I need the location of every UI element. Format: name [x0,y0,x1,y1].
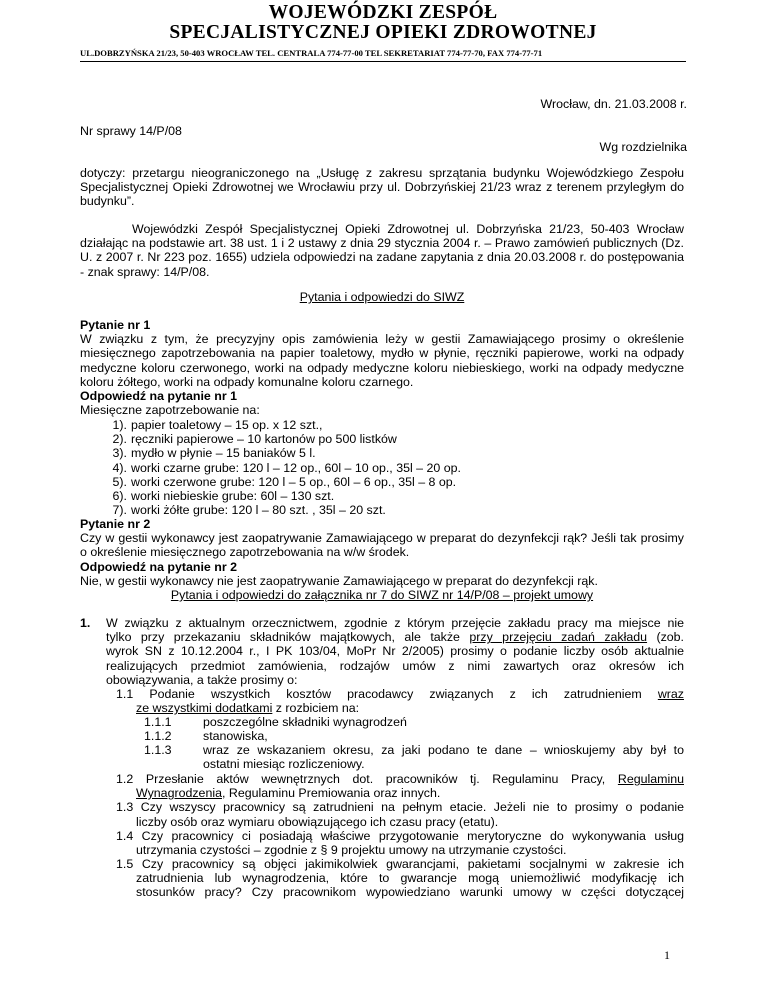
list-item: 5). worki czerwone grube: 120 l – 5 op., 60l – 6 op., 35l – 8 op. [112,474,457,489]
q2-text: Czy w gestii wykonawcy jest zaopatrywanie Zamawiającego w preparat do dezynfekcji rąk? Jeśli tak prosimy o określenie miesięcznego zapotrzebowania na w/w środek. [80,531,684,560]
a1-intro: Miesięczne zapotrzebowanie na: [80,403,260,418]
intro-paragraph: Wojewódzki Zespół Specjalistycznej Opieki Zdrowotnej ul. Dobrzyńska 21/23, 50-403 Wrocław działając na podstawie art. 38 ust. 1 i 2 ustawy z dnia 29 stycznia 2004 r. – Prawo zamówień publicznych (Dz. U. z 2007 r. Nr 223 poz. 1655) udziela odpowiedzi na zadane zapytania z dnia 20.03.2008 r. do postępowania - znak sprawy: 14/P/08. [80,222,684,279]
case-number: Nr sprawy 14/P/08 [80,124,182,138]
a1-list [80,418,684,517]
subpoint-1-2: 1.2 Przesłanie aktów wewnętrznych dot. pracowników tj. Regulaminu Pracy, Regulaminu [116,772,684,786]
subpoint-1-1-2-text: stanowiska, [203,729,268,743]
header-title-line2: SPECJALISTYCZNEJ OPIEKI ZDROWOTNEJ [169,22,597,43]
subpoint-1-1-2-number: 1.1.2 [144,729,172,743]
point1-text: W związku z aktualnym orzecznictwem, zgodnie z którym przejęcie zakładu pracy ma miejsce nie tylko przy przekazaniu składników majątkowych, ale także przy przejęciu zadań zakładu (zob. wyrok SN z 10.12.2004 r., I PK 103/04, MoPr Nr 2/2005) prosimy o podanie liczby osób aktualnie realizujących przedmiot zamówienia, rodzajów umów z nimi zawartych oraz okresów ich obowiązywania, a także prosimy o: [106,616,684,687]
list-item: 4). worki czarne grube: 120 l – 12 op., 60l – 10 op., 35l – 20 op. [112,460,461,475]
page-number: 1 [664,948,670,962]
question-2 [80,517,684,588]
q1-text: W związku z tym, że precyzyjny opis zamówienia leży w gestii Zamawiającego prosimy o określenie miesięcznego zapotrzebowania na papier toaletowy, mydło w płynie, ręczniki papierowe, worki na odpady medyczne koloru czerwonego, worki na odpady medyczne koloru niebieskiego, worki na odpady medyczne koloru żółtego, worki na odpady komunalne koloru czarnego. [80,332,684,389]
subpoint-1-1-3-number: 1.1.3 [144,743,172,757]
point1-number: 1. [80,616,91,630]
subject-paragraph: dotyczy: przetargu nieograniczonego na „Usługę z zakresu sprzątania budynku Wojewódzkiego Zespołu Specjalistycznej Opieki Zdrowotnej we Wrocławiu przy ul. Dobrzyńskiej 21/23 wraz z terenem przyległym do budynku”. [80,166,684,209]
section2-title: Pytania i odpowiedzi do załącznika nr 7 do SIWZ nr 14/P/08 – projekt umowy [170,588,594,602]
list-item: 2). ręczniki papierowe – 10 kartonów po 500 listków [112,432,397,447]
list-item: 3). mydło w płynie – 15 baniaków 5 l. [112,446,316,461]
list-item: 7). worki żółte grube: 120 l – 80 szt. , 35l – 20 szt. [112,503,386,518]
q2-label: Pytanie nr 2 [80,517,151,531]
subpoint-1-1-1-number: 1.1.1 [144,715,172,729]
subpoint-1-1-3-text: wraz ze wskazaniem okresu, za jaki podano te dane – wnioskujemy aby był to [203,743,684,757]
subpoint-1-1-1-text: poszczególne składniki wynagrodzeń [203,715,407,729]
question-1 [80,318,684,417]
header-rule [80,61,686,62]
q1-label: Pytanie nr 1 [80,318,151,332]
subpoint-1-1-3-cont: ostatni miesiąc rozliczeniowy. [203,757,365,771]
section1-title: Pytania i odpowiedzi do SIWZ [299,290,465,304]
subpoint-1-3: 1.3 Czy wszyscy pracownicy są zatrudnieni na pełnym etacie. Jeżeli nie to prosimy o podanie [116,800,684,814]
subpoint-1-1-cont: ze wszystkimi dodatkami z rozbiciem na: [136,701,360,715]
subpoint-1-2-cont: Wynagrodzenia, Regulaminu Premiowania oraz innych. [136,786,441,800]
a1-label: Odpowiedź na pytanie nr 1 [80,389,237,404]
subpoint-1-5-cont: zatrudnienia lub wynagrodzenia, które to gwarancje mogą uniemożliwić modyfikację ich stosunków pracy? Czy pracownikom wypowiedziano warunki umowy w części dotyczącej [136,871,684,900]
header-address: UL.DOBRZYŃSKA 21/23, 50-403 WROCŁAW TEL. CENTRALA 774-77-00 TEL SEKRETARIAT 774-77-70, FAX 774-77-71 [80,48,543,58]
header-title-line1: WOJEWÓDZKI ZESPÓŁ [268,2,498,23]
subpoint-1-5: 1.5 Czy pracownicy są objęci jakimikolwiek gwarancjami, pakietami socjalnymi w zakresie ich [116,857,684,871]
a2-text: Nie, w gestii wykonawcy nie jest zaopatrywanie Zamawiającego w preparat do dezynfekcji rąk. [80,573,598,588]
a2-label: Odpowiedź na pytanie nr 2 [80,559,237,574]
subpoint-1-1: 1.1 Podanie wszystkich kosztów pracodawcy związanych z ich zatrudnieniem wraz [116,687,684,701]
place-date: Wrocław, dn. 21.03.2008 r. [540,97,687,111]
subpoint-1-3-cont: liczby osób oraz wymiaru obowiązującego ich czasu pracy (etatu). [136,815,499,829]
distribution-note: Wg rozdzielnika [599,140,687,154]
list-item: 6). worki niebieskie grube: 60l – 130 szt. [112,488,335,503]
list-item: 1). papier toaletowy – 15 op. x 12 szt., [112,418,323,432]
subpoint-1-4: 1.4 Czy pracownicy ci posiadają właściwe przygotowanie merytoryczne do wykonywania usług [116,829,684,843]
subpoint-1-4-cont: utrzymania czystości – zgodnie z § 9 projektu umowy na utrzymanie czystości. [136,843,567,857]
